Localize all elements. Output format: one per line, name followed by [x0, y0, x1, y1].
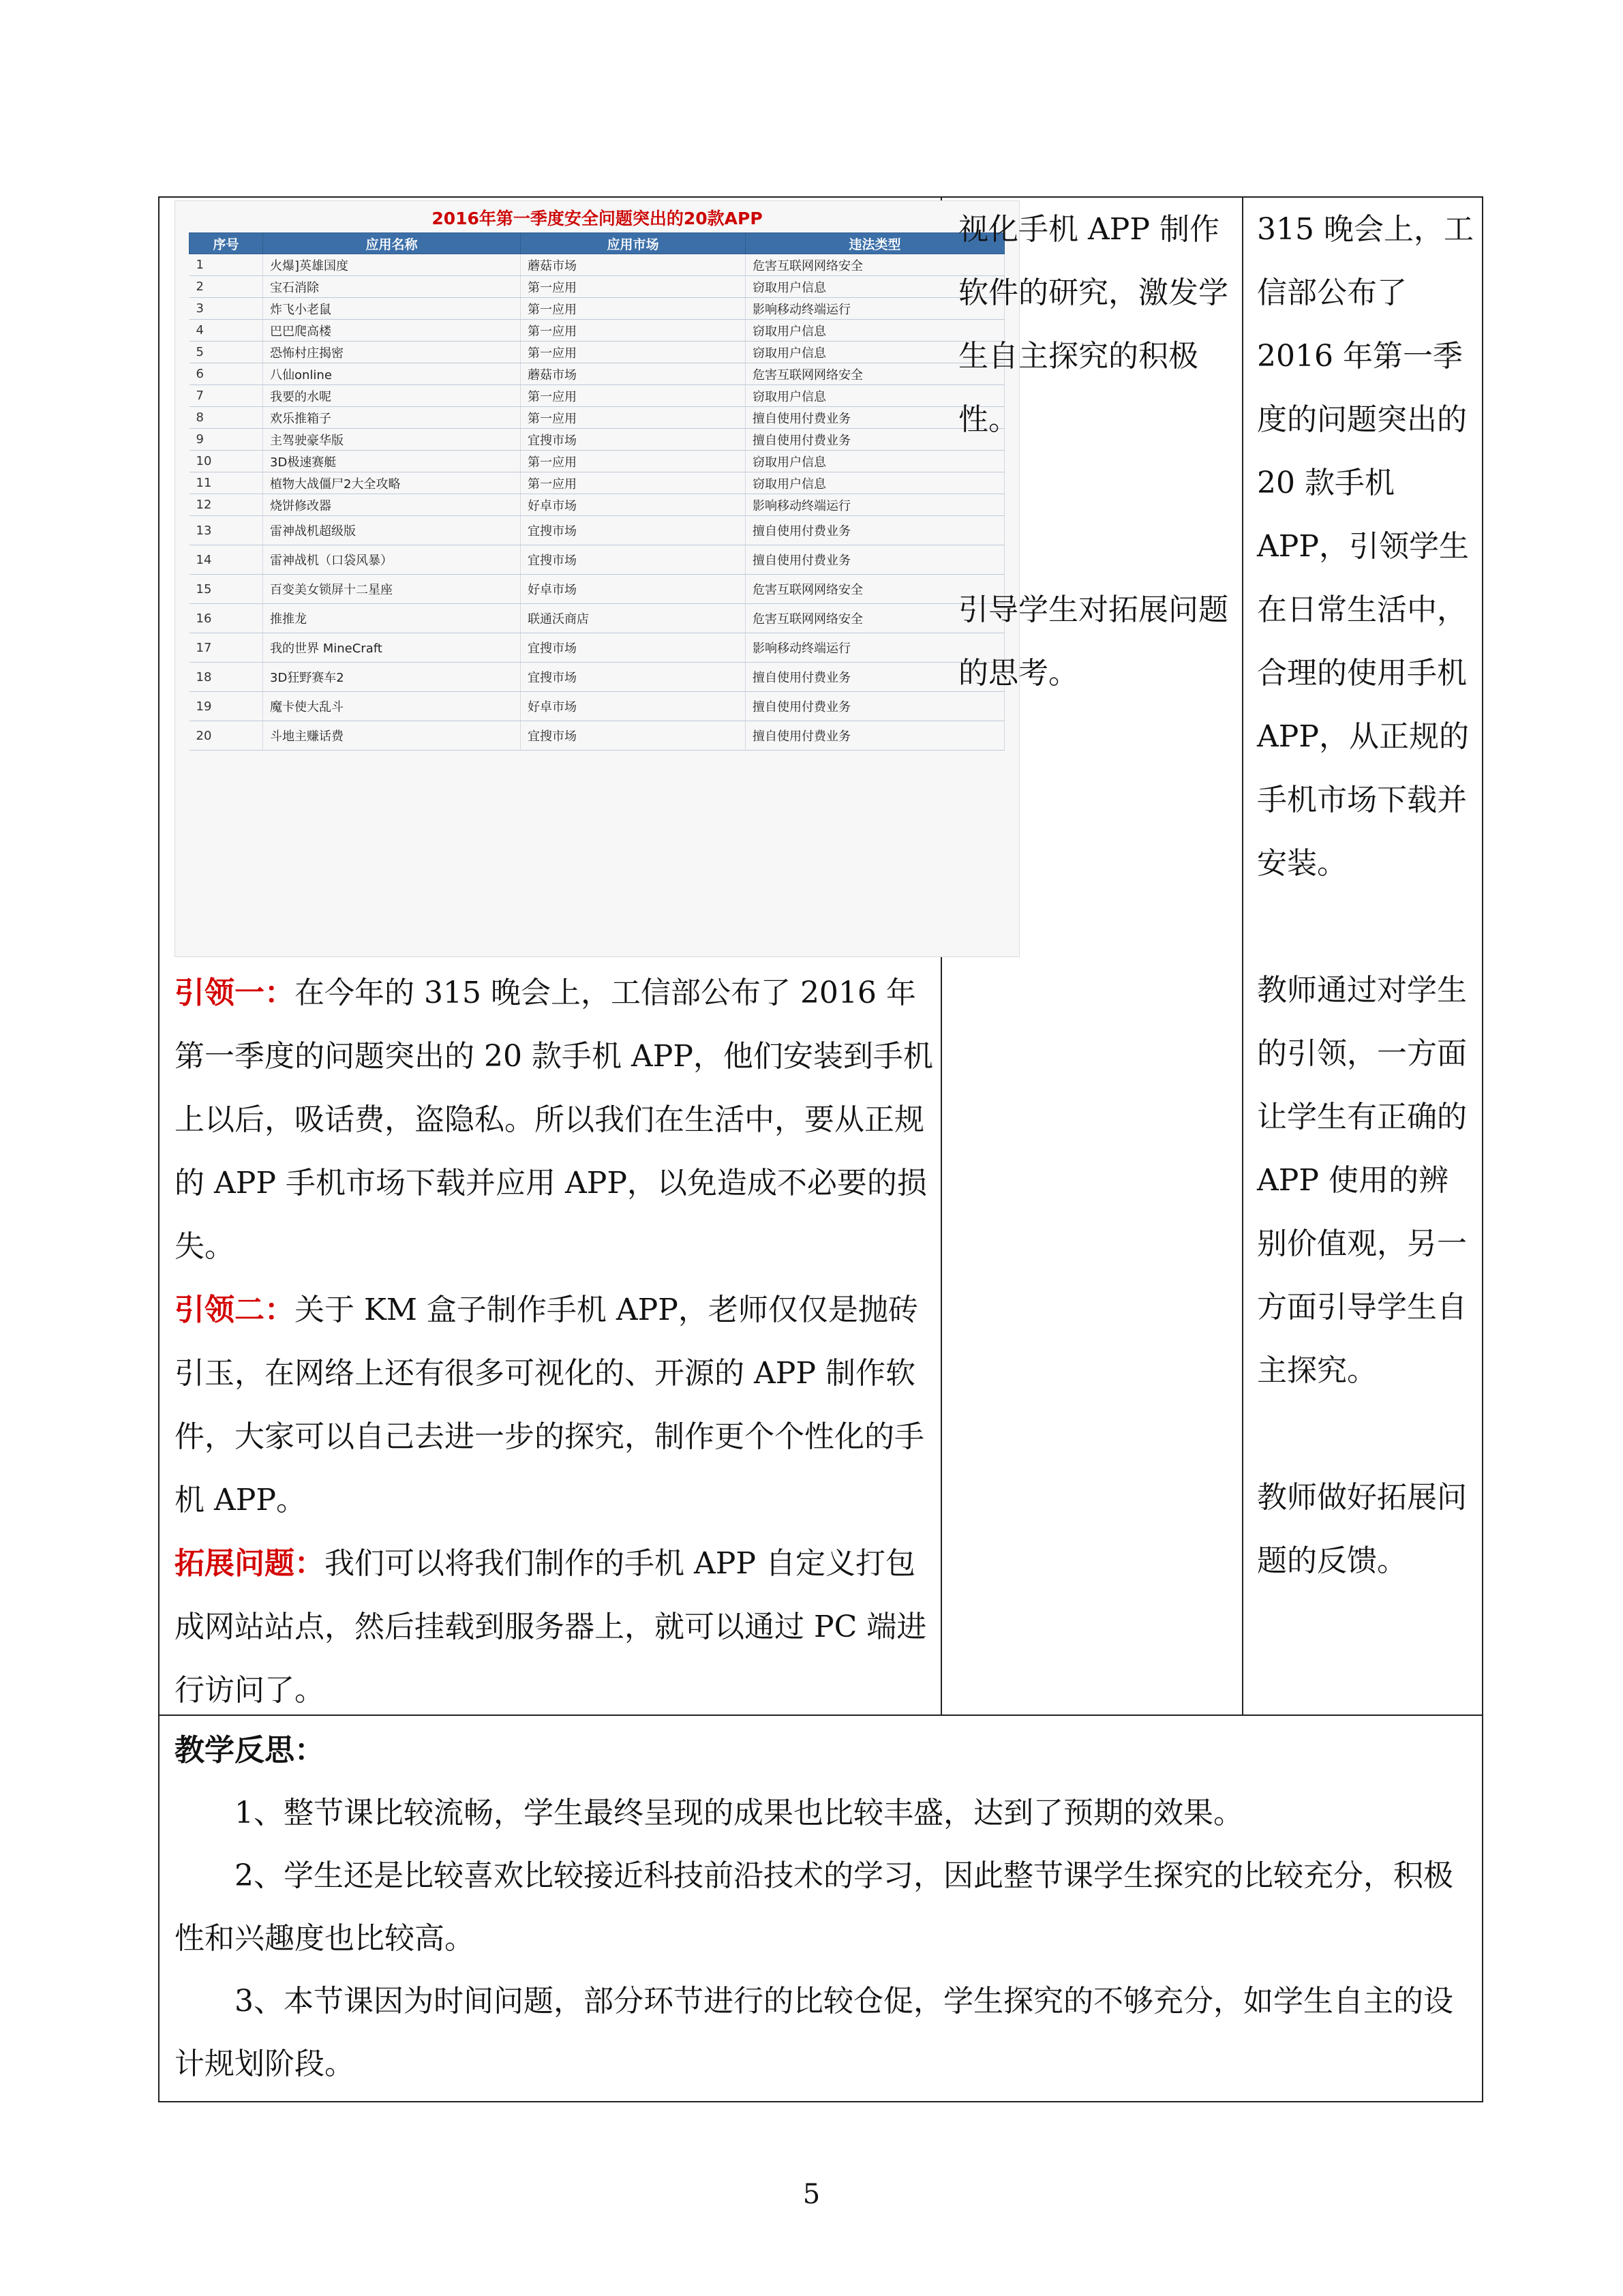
apps-table-cell: 第一应用 [521, 320, 746, 342]
apps-table-cell: 擅自使用付费业务 [746, 516, 1005, 545]
apps-table-cell: 炸飞小老鼠 [263, 298, 521, 320]
reflection-item: 3、本节课因为时间问题，部分环节进行的比较仓促，学生探究的不够充分，如学生自主的设计规划阶段。 [175, 1984, 1453, 2081]
apps-table-cell: 好卓市场 [521, 692, 746, 721]
apps-table-cell: 危害互联网网络安全 [746, 363, 1005, 385]
apps-table-row [189, 692, 1005, 721]
apps-table-cell: 影响移动终端运行 [746, 298, 1005, 320]
apps-table-header [189, 233, 1005, 254]
student-activity-p1: 视化手机 APP 制作软件的研究，激发学生自主探究的积极性。 [958, 212, 1228, 437]
apps-table [189, 232, 1005, 751]
apps-table-cell: 第一应用 [521, 276, 746, 298]
apps-table-cell: 11 [189, 472, 263, 494]
apps-table-cell: 植物大战僵尸2大全攻略 [263, 472, 521, 494]
apps-table-cell: 宜搜市场 [521, 429, 746, 451]
apps-table-cell: 18 [189, 663, 263, 692]
apps-table-cell: 16 [189, 604, 263, 633]
page-number: 5 [802, 2179, 821, 2210]
apps-table-cell: 危害互联网网络安全 [746, 575, 1005, 604]
apps-table-cell: 危害互联网网络安全 [746, 604, 1005, 633]
apps-table-row [189, 604, 1005, 633]
apps-table-row [189, 545, 1005, 575]
apps-table-row [189, 633, 1005, 663]
apps-table-cell: 烧饼修改器 [263, 494, 521, 516]
apps-table-row [189, 721, 1005, 751]
header-cell: 应用名称 [263, 233, 521, 254]
apps-table-cell: 蘑菇市场 [521, 363, 746, 385]
apps-table-cell: 20 [189, 721, 263, 751]
apps-table-cell: 8 [189, 407, 263, 429]
apps-table-row [189, 407, 1005, 429]
apps-table-cell: 宜搜市场 [521, 516, 746, 545]
apps-table-cell: 19 [189, 692, 263, 721]
apps-table-cell: 17 [189, 633, 263, 663]
apps-table-cell: 百变美女锁屏十二星座 [263, 575, 521, 604]
apps-table-cell: 窃取用户信息 [746, 320, 1005, 342]
apps-table-row [189, 342, 1005, 363]
apps-table-cell: 3D狂野赛车2 [263, 663, 521, 692]
apps-table-cell: 窃取用户信息 [746, 342, 1005, 363]
apps-table-cell: 危害互联网网络安全 [746, 254, 1005, 276]
apps-table-cell: 第一应用 [521, 407, 746, 429]
apps-table-cell: 主驾驶豪华版 [263, 429, 521, 451]
apps-table-cell: 我要的水呢 [263, 385, 521, 407]
apps-table-cell: 雷神战机超级版 [263, 516, 521, 545]
apps-table-cell: 我的世界 MineCraft [263, 633, 521, 663]
apps-table-cell: 火爆]英雄国度 [263, 254, 521, 276]
lead-two [175, 1278, 938, 1532]
apps-table-cell: 3 [189, 298, 263, 320]
apps-table-row [189, 575, 1005, 604]
apps-table-cell: 影响移动终端运行 [746, 494, 1005, 516]
apps-table-row [189, 385, 1005, 407]
apps-table-cell: 第一应用 [521, 385, 746, 407]
apps-table-cell: 八仙online [263, 363, 521, 385]
lead-two-label: 引领二： [175, 1293, 294, 1327]
apps-table-cell: 5 [189, 342, 263, 363]
apps-table-cell: 7 [189, 385, 263, 407]
apps-table-cell: 第一应用 [521, 342, 746, 363]
reflection-heading: 教学反思： [175, 1733, 324, 1768]
apps-table-cell: 擅自使用付费业务 [746, 692, 1005, 721]
apps-table-cell: 斗地主赚话费 [263, 721, 521, 751]
apps-table-cell: 擅自使用付费业务 [746, 663, 1005, 692]
design-intent-p3: 教师做好拓展问题的反馈。 [1257, 1480, 1467, 1578]
apps-table-cell: 雷神战机（口袋风暴） [263, 545, 521, 575]
apps-table-cell: 蘑菇市场 [521, 254, 746, 276]
apps-table-cell: 恐怖村庄揭密 [263, 342, 521, 363]
apps-table-cell: 宝石消除 [263, 276, 521, 298]
apps-table-cell: 窃取用户信息 [746, 385, 1005, 407]
reflection-item: 2、学生还是比较喜欢比较接近科技前沿技术的学习，因此整节课学生探究的比较充分，积极性和兴趣度也比较高。 [175, 1858, 1453, 1956]
screenshot-title: 2016年第一季度安全问题突出的20款APP [431, 209, 763, 228]
teaching-reflection [175, 1719, 1470, 2096]
apps-table-cell: 擅自使用付费业务 [746, 407, 1005, 429]
apps-table-row [189, 516, 1005, 545]
apps-table-cell: 9 [189, 429, 263, 451]
apps-table-cell: 15 [189, 575, 263, 604]
apps-table-cell: 第一应用 [521, 451, 746, 472]
reflection-item: 1、整节课比较流畅，学生最终呈现的成果也比较丰盛，达到了预期的效果。 [234, 1796, 1243, 1830]
extension-question [175, 1532, 938, 1722]
apps-table-cell: 宜搜市场 [521, 545, 746, 575]
apps-table-cell: 1 [189, 254, 263, 276]
apps-table-cell: 宜搜市场 [521, 633, 746, 663]
apps-table-row [189, 494, 1005, 516]
lead-one-label: 引领一： [175, 976, 294, 1010]
apps-table-cell: 2 [189, 276, 263, 298]
apps-table-row [189, 298, 1005, 320]
apps-table-row [189, 451, 1005, 472]
apps-table-row [189, 320, 1005, 342]
lead-one-text: 在今年的 315 晚会上，工信部公布了 2016 年第一季度的问题突出的 20 款手机 APP，他们安装到手机上以后，吸话费，盗隐私。所以我们在生活中，要从正规的 APP 手机市场下载并应用 APP，以免造成不必要的损失。 [175, 976, 933, 1264]
apps-table-cell: 窃取用户信息 [746, 276, 1005, 298]
lead-one [175, 961, 938, 1278]
apps-table-cell: 窃取用户信息 [746, 472, 1005, 494]
header-cell: 序号 [189, 233, 263, 254]
apps-table-cell: 擅自使用付费业务 [746, 545, 1005, 575]
header-cell: 违法类型 [746, 233, 1005, 254]
design-intent [1257, 198, 1475, 1592]
apps-table-cell: 影响移动终端运行 [746, 633, 1005, 663]
apps-table-cell: 10 [189, 451, 263, 472]
apps-table-cell: 3D极速赛艇 [263, 451, 521, 472]
apps-table-row [189, 472, 1005, 494]
apps-table-cell: 窃取用户信息 [746, 451, 1005, 472]
apps-table-cell: 好卓市场 [521, 575, 746, 604]
apps-table-row [189, 663, 1005, 692]
apps-table-row [189, 363, 1005, 385]
extension-label: 拓展问题： [175, 1546, 324, 1581]
apps-table-cell: 第一应用 [521, 298, 746, 320]
apps-screenshot [175, 200, 1020, 957]
lesson-table [158, 196, 1483, 2102]
student-activity-p2: 引导学生对拓展问题的思考。 [958, 592, 1228, 691]
apps-table-cell: 魔卡使大乱斗 [263, 692, 521, 721]
apps-table-row [189, 276, 1005, 298]
apps-table-row [189, 429, 1005, 451]
apps-table-cell: 14 [189, 545, 263, 575]
apps-table-row [189, 254, 1005, 276]
apps-table-cell: 12 [189, 494, 263, 516]
student-activity [958, 198, 1238, 705]
lead-two-text: 关于 KM 盒子制作手机 APP，老师仅仅是抛砖引玉，在网络上还有很多可视化的、开源的 APP 制作软件，大家可以自己去进一步的探究，制作更个个性化的手机 APP。 [175, 1293, 924, 1517]
apps-table-cell: 好卓市场 [521, 494, 746, 516]
apps-table-cell: 宜搜市场 [521, 663, 746, 692]
header-cell: 应用市场 [521, 233, 746, 254]
column-divider [1242, 198, 1243, 1715]
apps-table-cell: 宜搜市场 [521, 721, 746, 751]
design-intent-p1: 315 晚会上，工信部公布了 2016 年第一季度的问题突出的 20 款手机 APP，引领学生在日常生活中，合理的使用手机 APP，从正规的手机市场下载并安装。 [1257, 212, 1474, 881]
apps-table-cell: 擅自使用付费业务 [746, 721, 1005, 751]
apps-table-cell: 第一应用 [521, 472, 746, 494]
apps-table-cell: 6 [189, 363, 263, 385]
apps-table-cell: 13 [189, 516, 263, 545]
apps-table-cell: 推推龙 [263, 604, 521, 633]
apps-table-cell: 巴巴爬高楼 [263, 320, 521, 342]
apps-table-cell: 4 [189, 320, 263, 342]
lesson-content [175, 961, 938, 1722]
apps-table-cell: 联通沃商店 [521, 604, 746, 633]
apps-table-cell: 擅自使用付费业务 [746, 429, 1005, 451]
design-intent-p2: 教师通过对学生的引领，一方面让学生有正确的 APP 使用的辨别价值观，另一方面引导学生自主探究。 [1257, 973, 1467, 1388]
extension-text: 我们可以将我们制作的手机 APP 自定义打包成网站站点，然后挂载到服务器上，就可以通过 PC 端进行访问了。 [175, 1546, 927, 1708]
apps-table-cell: 欢乐推箱子 [263, 407, 521, 429]
